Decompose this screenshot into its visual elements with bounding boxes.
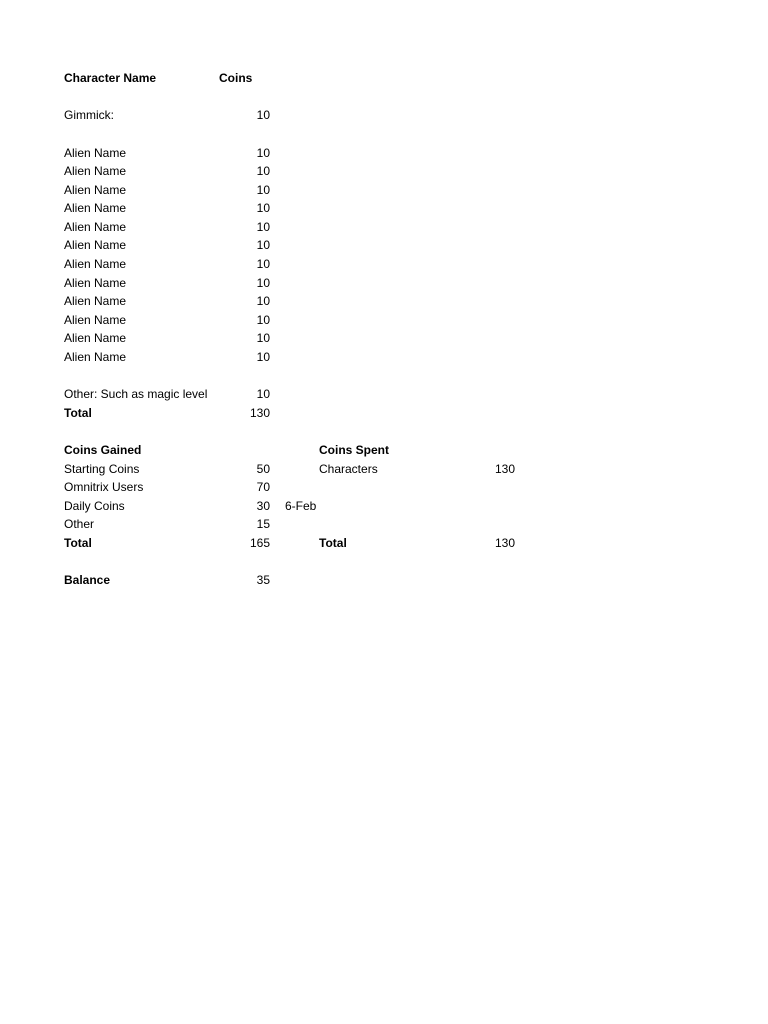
ledger-header-row: [0, 441, 768, 459]
alien-coins: 10: [256, 276, 270, 290]
alien-row: [0, 292, 768, 310]
balance-value: 35: [256, 573, 270, 587]
alien-coins: 10: [256, 257, 270, 271]
header-row: [0, 69, 768, 87]
total-row: [0, 404, 768, 422]
other-label: Other: Such as magic level: [64, 387, 208, 401]
alien-name: Alien Name: [64, 294, 127, 308]
alien-row: [0, 144, 768, 162]
alien-coins: 10: [256, 331, 270, 345]
gained-total-value: 165: [249, 536, 270, 550]
alien-row: [0, 162, 768, 180]
spent-item-value: 130: [494, 462, 515, 476]
coins-spent-title: Coins Spent: [319, 443, 390, 457]
gained-item-value: 70: [256, 480, 270, 494]
other-row: [0, 385, 768, 403]
alien-coins: 10: [256, 238, 270, 252]
alien-name: Alien Name: [64, 331, 127, 345]
alien-row: [0, 348, 768, 366]
alien-coins: 10: [256, 164, 270, 178]
gained-item-label: Omnitrix Users: [64, 480, 144, 494]
other-value: 10: [256, 387, 270, 401]
gained-item-label: Daily Coins: [64, 499, 125, 513]
alien-name: Alien Name: [64, 313, 127, 327]
character-name-header: Character Name: [64, 71, 157, 85]
ledger-total-row: [0, 534, 768, 552]
spent-total-label: Total: [319, 536, 347, 550]
coins-header: Coins: [219, 71, 253, 85]
alien-name: Alien Name: [64, 257, 127, 271]
alien-name: Alien Name: [64, 146, 127, 160]
alien-coins: 10: [256, 313, 270, 327]
alien-coins: 10: [256, 220, 270, 234]
spent-total-value: 130: [494, 536, 515, 550]
alien-row: [0, 199, 768, 217]
gained-item-value: 15: [256, 517, 270, 531]
alien-name: Alien Name: [64, 238, 127, 252]
alien-row: [0, 255, 768, 273]
alien-row: [0, 274, 768, 292]
alien-coins: 10: [256, 183, 270, 197]
balance-label: Balance: [64, 573, 111, 587]
ledger-row: [0, 460, 768, 478]
alien-coins: 10: [256, 350, 270, 364]
gimmick-label: Gimmick:: [64, 108, 114, 122]
ledger-row: [0, 478, 768, 496]
coins-gained-title: Coins Gained: [64, 443, 142, 457]
ledger-row: [0, 515, 768, 533]
alien-name: Alien Name: [64, 350, 127, 364]
alien-row: [0, 236, 768, 254]
gained-item-value: 50: [256, 462, 270, 476]
total-value: 130: [249, 406, 270, 420]
gained-total-label: Total: [64, 536, 92, 550]
alien-row: [0, 329, 768, 347]
alien-coins: 10: [256, 294, 270, 308]
gained-item-label: Starting Coins: [64, 462, 140, 476]
alien-row: [0, 218, 768, 236]
total-label: Total: [64, 406, 92, 420]
gained-item-label: Other: [64, 517, 95, 531]
gimmick-value: 10: [256, 108, 270, 122]
daily-coins-date: 6-Feb: [285, 499, 317, 513]
alien-coins: 10: [256, 201, 270, 215]
alien-row: [0, 181, 768, 199]
alien-name: Alien Name: [64, 183, 127, 197]
balance-row: [0, 571, 768, 589]
alien-name: Alien Name: [64, 276, 127, 290]
spent-item-label: Characters: [319, 462, 378, 476]
alien-name: Alien Name: [64, 164, 127, 178]
gained-item-value: 30: [256, 499, 270, 513]
alien-row: [0, 311, 768, 329]
alien-coins: 10: [256, 146, 270, 160]
ledger-row: [0, 497, 768, 515]
alien-name: Alien Name: [64, 201, 127, 215]
alien-name: Alien Name: [64, 220, 127, 234]
gimmick-row: [0, 106, 768, 124]
